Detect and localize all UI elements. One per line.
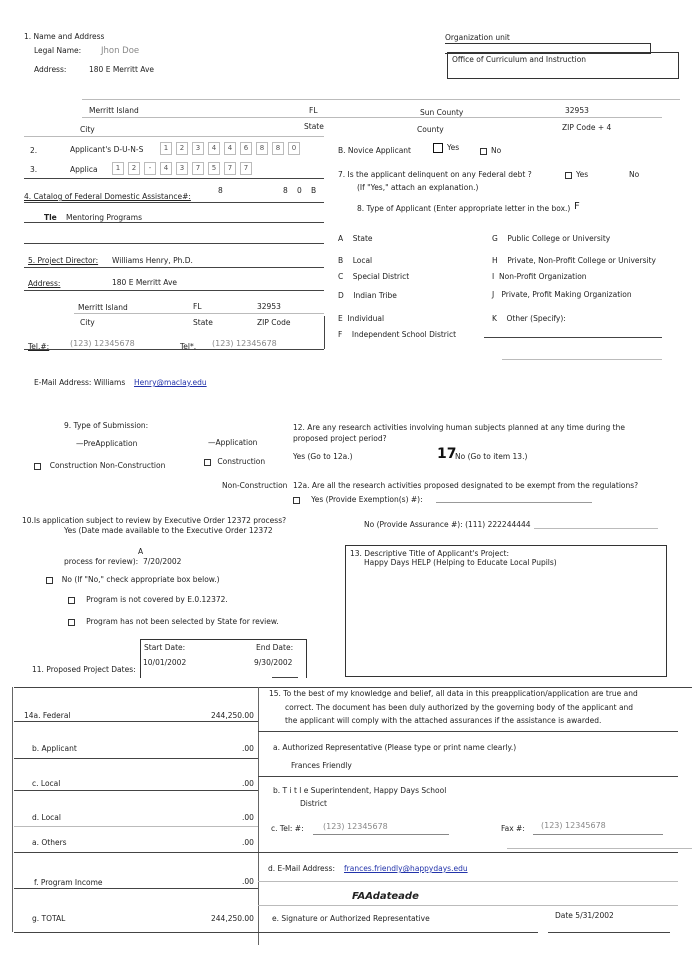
- divider: [258, 852, 678, 853]
- submission-label: 9. Type of Submission:: [64, 421, 149, 430]
- app-digit[interactable]: 7: [224, 162, 236, 175]
- rep-email-label: d. E-Mail Address:: [268, 864, 335, 873]
- app-num: 3.: [30, 165, 38, 174]
- project-title-label: 13. Descriptive Title of Applicant's Project:: [350, 549, 509, 558]
- app-digit[interactable]: 7: [192, 162, 204, 175]
- divider: [24, 349, 324, 350]
- county-value[interactable]: Sun County: [420, 108, 464, 117]
- budget-federal-label: 14a. Federal: [24, 711, 71, 720]
- divider: [14, 721, 258, 722]
- divider: [24, 222, 324, 223]
- signature-label: e. Signature or Authorized Representative: [272, 914, 430, 923]
- duns-digit[interactable]: 4: [208, 142, 220, 155]
- divider: [258, 905, 678, 906]
- type-g: G Public College or University: [492, 234, 611, 243]
- budget-income-value[interactable]: .00: [242, 877, 254, 886]
- delinquent-yes[interactable]: [565, 170, 588, 179]
- exempt-line[interactable]: [436, 502, 592, 503]
- divider: [14, 790, 258, 791]
- budget-applicant-label: b. Applicant: [32, 744, 77, 753]
- start-date-value[interactable]: 10/01/2002: [143, 658, 187, 667]
- novice-label: B. Novice Applicant: [338, 146, 411, 155]
- divider: [82, 99, 680, 100]
- address-value[interactable]: 180 E Merritt Ave: [89, 65, 155, 74]
- budget-local-c-label: c. Local: [32, 779, 61, 788]
- city-value[interactable]: Merritt Island: [89, 106, 139, 115]
- novice-no-checkbox[interactable]: [480, 148, 487, 155]
- other-specify-line[interactable]: [484, 337, 662, 338]
- eo-opt-1-checkbox[interactable]: [68, 597, 75, 604]
- app-digit[interactable]: 3: [176, 162, 188, 175]
- email-label: E-Mail Address: Williams: [34, 378, 126, 387]
- duns-digit[interactable]: 0: [288, 142, 300, 155]
- zip-value[interactable]: 32953: [565, 106, 589, 115]
- org-unit-value: Office of Curriculum and Instruction: [452, 55, 587, 64]
- delinquent-no-label[interactable]: No: [629, 170, 640, 179]
- divider: [258, 776, 678, 777]
- novice-no-label: No: [491, 146, 502, 155]
- divider: [258, 687, 259, 945]
- duns-digit[interactable]: 6: [240, 142, 252, 155]
- divider: [24, 202, 324, 203]
- delinquent-yes-checkbox[interactable]: [565, 172, 572, 179]
- director-address-label: Address:: [28, 279, 61, 288]
- eo-opt-1[interactable]: [68, 595, 228, 604]
- project-title-box[interactable]: [345, 545, 667, 677]
- construction-right-checkbox[interactable]: [204, 459, 211, 466]
- director-zip[interactable]: 32953: [257, 302, 281, 311]
- research-label: 12. Are any research activities involving human subjects planned at any time during the proposed project period?: [293, 423, 625, 443]
- budget-local-d-label: d. Local: [32, 813, 61, 822]
- divider: [533, 834, 663, 835]
- city-label: City: [80, 125, 95, 134]
- divider: [24, 267, 324, 268]
- director-name[interactable]: Williams Henry, Ph.D.: [112, 256, 193, 265]
- end-date-value[interactable]: 9/30/2002: [254, 658, 293, 667]
- type-b: B Local: [338, 256, 373, 265]
- divider: [24, 136, 324, 137]
- rep-tel-value[interactable]: (123) 12345678: [323, 822, 388, 831]
- eo-review-label: 10.Is application subject to review by Executive Order 12372 process?: [22, 516, 287, 525]
- app-digit[interactable]: 5: [208, 162, 220, 175]
- app-digit[interactable]: 2: [128, 162, 140, 175]
- type-i: I Non-Profit Organization: [492, 272, 587, 281]
- novice-yes[interactable]: [433, 143, 459, 153]
- legal-name-label: Legal Name:: [34, 46, 82, 55]
- email-link[interactable]: Henry@maclay.edu: [134, 378, 207, 387]
- exempt-yes-checkbox[interactable]: [293, 497, 300, 504]
- cert-text-1: 15. To the best of my knowledge and belief, all data in this preapplication/application are true and: [269, 689, 638, 698]
- novice-yes-checkbox[interactable]: [433, 143, 443, 153]
- novice-no[interactable]: [480, 146, 501, 155]
- rep-fax-label: Fax #:: [501, 824, 525, 833]
- novice-yes-label: Yes: [447, 143, 460, 152]
- divider: [502, 359, 662, 360]
- org-unit-label: Organization unit: [445, 33, 510, 42]
- duns-num: 2.: [30, 146, 38, 155]
- zip-label: ZIP Code + 4: [562, 123, 612, 132]
- app-label: Applica: [70, 165, 98, 174]
- divider: [258, 881, 678, 882]
- divider: [12, 687, 13, 932]
- research-yes[interactable]: Yes (Go to 12a.): [293, 452, 353, 461]
- divider: [258, 731, 678, 732]
- delinquent-note: (If "Yes," attach an explanation.): [357, 183, 479, 192]
- divider: [324, 316, 325, 349]
- divider: [548, 932, 670, 933]
- project-dates-label: 11. Proposed Project Dates:: [32, 665, 136, 674]
- eo-opt-2[interactable]: [68, 617, 279, 626]
- exempt-yes[interactable]: [293, 495, 423, 504]
- divider: [313, 834, 449, 835]
- divider: [14, 888, 258, 889]
- cfda-digit-4: B: [311, 186, 317, 195]
- end-date-label: End Date:: [256, 643, 294, 652]
- cert-text-3: the applicant will comply with the attached assurances if the assistance is awarded.: [285, 716, 602, 725]
- county-label: County: [417, 125, 444, 134]
- address-label: Address:: [34, 65, 67, 74]
- app-digit[interactable]: 1: [112, 162, 124, 175]
- divider: [24, 178, 324, 179]
- sign-date[interactable]: Date 5/31/2002: [555, 911, 614, 920]
- state-label: State: [304, 122, 324, 131]
- divider: [14, 852, 258, 853]
- research-no[interactable]: No (Go to item 13.): [455, 452, 528, 461]
- eo-no[interactable]: [46, 575, 220, 584]
- start-date-label: Start Date:: [144, 643, 186, 652]
- title-value[interactable]: District: [300, 799, 327, 808]
- divider: [534, 528, 658, 529]
- type-e: E Individual: [338, 314, 385, 323]
- budget-local-c-value[interactable]: .00: [242, 779, 254, 788]
- budget-total-label: g. TOTAL: [32, 914, 66, 923]
- exempt-yes-label: Yes (Provide Exemption(s) #):: [311, 495, 423, 504]
- assurance-label[interactable]: No (Provide Assurance #): (111) 222244444: [364, 520, 531, 529]
- director-city-label: City: [80, 318, 95, 327]
- preapp-label[interactable]: —PreApplication: [76, 439, 138, 448]
- eo-date[interactable]: 7/20/2002: [143, 557, 182, 566]
- divider: [74, 313, 324, 314]
- duns-digit[interactable]: 4: [224, 142, 236, 155]
- applicant-type-value[interactable]: F: [574, 201, 580, 212]
- divider: [14, 758, 258, 759]
- rep-value[interactable]: Frances Friendly: [291, 761, 352, 770]
- title-label: b. T i t l e Superintendent, Happy Days School: [273, 786, 447, 795]
- delinquent-label: 7. Is the applicant delinquent on any Federal debt ?: [338, 170, 532, 179]
- eo-a: A: [138, 547, 144, 556]
- app-type-label[interactable]: —Application: [208, 438, 258, 447]
- eo-process-label: process for review):: [64, 557, 139, 566]
- construction-left-label: Construction Non-Construction: [49, 461, 166, 470]
- cert-text-2: correct. The document has been duly authorized by the governing body of the applicant and: [285, 703, 634, 712]
- director-state[interactable]: FL: [193, 302, 202, 311]
- divider: [507, 848, 692, 849]
- app-digit[interactable]: 7: [240, 162, 252, 175]
- cfda-digit-3: 0: [297, 186, 302, 195]
- budget-income-label: f. Program Income: [34, 878, 103, 887]
- type-a: A State: [338, 234, 373, 243]
- cfda-label: 4. Catalog of Federal Domestic Assistance#:: [24, 192, 191, 201]
- type-h: H Private, Non-Profit College or University: [492, 256, 656, 265]
- budget-federal-value[interactable]: 244,250.00: [211, 711, 254, 720]
- type-d: D Indian Tribe: [338, 291, 397, 300]
- divider: [24, 290, 324, 291]
- director-zip-label: ZIP Code: [257, 318, 291, 327]
- duns-digit[interactable]: 8: [272, 142, 284, 155]
- divider: [272, 677, 298, 678]
- construction-checkbox[interactable]: [34, 463, 41, 470]
- rep-email-link[interactable]: frances.friendly@happydays.edu: [344, 864, 468, 873]
- budget-total-value[interactable]: 244,250.00: [211, 914, 254, 923]
- cfda-title-label: Tle: [44, 213, 57, 222]
- rep-tel-label: c. Tel: #:: [271, 824, 304, 833]
- director-state-label: State: [193, 318, 213, 327]
- org-unit-box[interactable]: [447, 52, 679, 79]
- fax-value[interactable]: (123) 12345678: [212, 339, 277, 348]
- project-title-value: Happy Days HELP (Helping to Educate Local Pupils): [364, 558, 557, 567]
- budget-others-value[interactable]: .00: [242, 838, 254, 847]
- eo-opt-2-label: Program has not been selected by State for review.: [86, 617, 279, 626]
- cfda-digit-1: 8: [218, 186, 223, 195]
- research-big-number: 17: [437, 446, 457, 462]
- divider: [14, 826, 258, 827]
- divider: [258, 932, 538, 933]
- construction-right[interactable]: [204, 457, 265, 466]
- budget-applicant-value[interactable]: .00: [242, 744, 254, 753]
- director-address[interactable]: 180 E Merritt Ave: [112, 278, 178, 287]
- app-digit[interactable]: 4: [160, 162, 172, 175]
- cfda-digit-2: 8: [283, 186, 288, 195]
- budget-local-d-value[interactable]: .00: [242, 813, 254, 822]
- app-digit[interactable]: -: [144, 162, 156, 175]
- duns-digit[interactable]: 8: [256, 142, 268, 155]
- tel-label: Tel.#:: [28, 342, 50, 351]
- duns-digit[interactable]: 2: [176, 142, 188, 155]
- divider: [82, 117, 662, 118]
- construction-left[interactable]: [34, 461, 165, 470]
- legal-name-value[interactable]: Jhon Doe: [101, 46, 140, 56]
- rep-label: a. Authorized Representative (Please type or print name clearly.): [273, 743, 517, 752]
- eo-no-checkbox[interactable]: [46, 577, 53, 584]
- eo-opt-1-label: Program is not covered by E.0.12372.: [86, 595, 228, 604]
- duns-label: Applicant's D-U-N-S: [70, 145, 144, 154]
- eo-no-label: No (If "No," check appropriate box below.): [61, 575, 220, 584]
- rep-fax-value[interactable]: (123) 12345678: [541, 821, 606, 830]
- duns-digit[interactable]: 1: [160, 142, 172, 155]
- type-f: F Independent School District: [338, 330, 457, 339]
- director-label: 5. Project Director:: [28, 256, 99, 265]
- nonconstruction-label[interactable]: Non-Construction: [222, 481, 288, 490]
- fax-label: Tel*.: [180, 342, 197, 351]
- director-city[interactable]: Merritt Island: [78, 303, 128, 312]
- eo-yes[interactable]: Yes (Date made available to the Executive Order 12372: [64, 526, 273, 535]
- section-1-heading: 1. Name and Address: [24, 32, 105, 41]
- tel-value[interactable]: (123) 12345678: [70, 339, 135, 348]
- divider: [24, 243, 324, 244]
- signature[interactable]: FAAdateade: [352, 891, 419, 902]
- applicant-type-label: 8. Type of Applicant (Enter appropriate letter in the box.): [357, 204, 571, 213]
- type-c: C Special District: [338, 272, 410, 281]
- type-j: J Private, Profit Making Organization: [492, 290, 632, 299]
- exempt-label: 12a. Are all the research activities proposed designated to be exempt from the regulations?: [293, 481, 639, 490]
- budget-others-label: a. Others: [32, 838, 67, 847]
- delinquent-yes-label: Yes: [576, 170, 589, 179]
- divider: [14, 932, 258, 933]
- state-value[interactable]: FL: [309, 106, 318, 115]
- type-k: K Other (Specify):: [492, 314, 566, 323]
- divider: [14, 687, 692, 688]
- construction-right-label: Construction: [217, 457, 266, 466]
- duns-digit[interactable]: 3: [192, 142, 204, 155]
- eo-opt-2-checkbox[interactable]: [68, 619, 75, 626]
- cfda-title-value[interactable]: Mentoring Programs: [66, 213, 142, 222]
